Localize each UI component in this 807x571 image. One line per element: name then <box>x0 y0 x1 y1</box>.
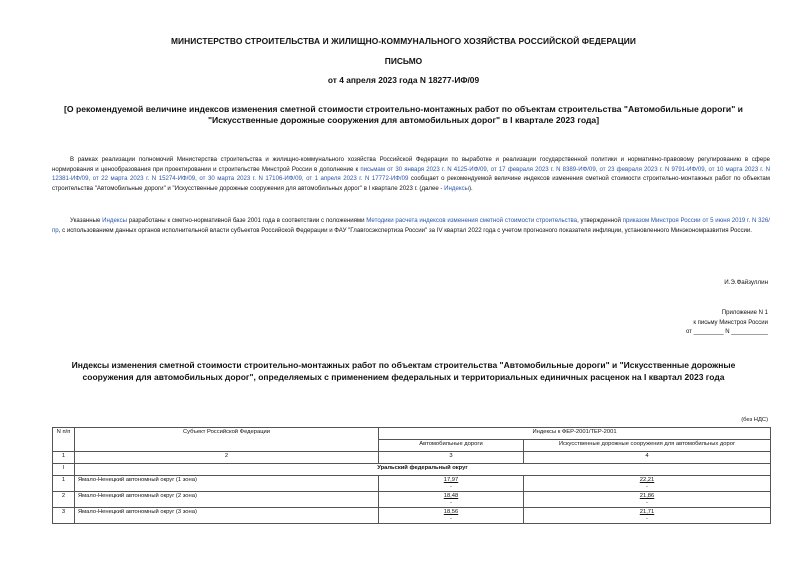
row-bridges-value <box>524 492 771 508</box>
indexes-link-2[interactable]: Индексы <box>102 217 128 224</box>
index-table <box>52 427 771 524</box>
row-subject: Ямало-Ненецкий автономный округ (2 зона) <box>75 492 379 508</box>
paragraph-1-text-a: В рамках реализации полномочий Министерства строительства и жилищно-коммунального хозяйства Российской Федерации по выработке и реализации государственной политики и нормативно-правовому регулированию в сфере нормирования и ценообразования при проектировании и строительстве Минстрой России в дополнение к <box>52 156 770 173</box>
bridges-value: 21,71 <box>639 509 655 515</box>
appendix-line-3: от _________ N ___________ <box>685 329 768 335</box>
bridges-value: 22,21 <box>639 477 655 483</box>
paragraph-2-text-a: Указанные <box>70 217 103 224</box>
document-type: ПИСЬМО <box>384 56 423 66</box>
document-date-number: от 4 апреля 2023 года N 18277-ИФ/09 <box>327 75 480 85</box>
row-subject: Ямало-Ненецкий автономный округ (1 зона) <box>75 476 379 492</box>
order-link[interactable]: приказом Минстроя России от 5 июня 2019 г. N 326/пр <box>52 217 770 234</box>
paragraph-2-text-d: , с использованием данных органов исполнительной власти субъектов Российской Федерации и ФАУ "Главгосэкспертиза России" за IV квартал 2022 года с учетом прогнозного показателя инфляции, установленного Минэкономразвития России. <box>58 226 752 234</box>
table-row <box>53 508 771 524</box>
methodology-link[interactable]: Методики расчета индексов изменения сметной стоимости строительства <box>366 217 578 224</box>
bridges-value: 21,86 <box>639 493 655 499</box>
roads-value: 18,48 <box>443 493 459 499</box>
row-subject: Ямало-Ненецкий автономный округ (3 зона) <box>75 508 379 524</box>
colnum-4: 4 <box>524 452 771 464</box>
paragraph-2 <box>52 216 770 235</box>
colnum-2: 2 <box>75 452 379 464</box>
roads-dash: - <box>450 516 452 522</box>
table-row <box>53 476 771 492</box>
ministry-heading: МИНИСТЕРСТВО СТРОИТЕЛЬСТВА И ЖИЛИЩНО-КОММУНАЛЬНОГО ХОЗЯЙСТВА РОССИЙСКОЙ ФЕДЕРАЦИИ <box>170 36 637 46</box>
paragraph-1 <box>52 155 770 193</box>
roads-value: 17,97 <box>443 477 459 483</box>
paragraph-1-text-c: ). <box>469 184 473 192</box>
document-subject: [О рекомендуемой величине индексов изменения сметной стоимости строительно-монтажных работ по объектам строительства "Автомобильные дороги" и "Искусственные дорожные сооружения для автомобильных дорог" в I квартале 2023 года] <box>64 104 743 125</box>
bridges-dash: - <box>646 500 648 506</box>
paragraph-2-text-c: , утвержденной <box>577 217 623 224</box>
vat-note: (без НДС) <box>741 417 768 423</box>
appendix-line-2: к письму Минстроя России <box>693 319 768 326</box>
row-roads-value <box>379 492 524 508</box>
row-number: 3 <box>53 508 75 524</box>
bridges-dash: - <box>646 516 648 522</box>
row-bridges-value <box>524 476 771 492</box>
row-bridges-value <box>524 508 771 524</box>
table-title: Индексы изменения сметной стоимости строительно-монтажных работ по объектам строительства "Автомобильные дороги" и "Искусственные дорожные сооружения для автомобильных дорог", определяемых с применением федеральных и территориальных единичных расценок на I квартал 2023 года <box>71 360 736 382</box>
table-column-numbers <box>53 452 771 464</box>
header-bridges: Искусственные дорожные сооружения для автомобильных дорог <box>524 440 771 452</box>
row-roads-value <box>379 476 524 492</box>
appendix-block <box>600 309 768 338</box>
colnum-3: 3 <box>379 452 524 464</box>
paragraph-1-text-b: сообщает о рекомендуемой величине индексов изменения сметной стоимости строительно-монтажных работ по объектам строительства "Автомобильные дороги" и "Искусственные дорожные сооружения для автомобильных дорог" в I квартале 2023 г. (далее - <box>52 175 770 192</box>
letters-link[interactable]: письмам от 30 января 2023 г. N 4125-ИФ/09, от 17 февраля 2023 г. N 8389-ИФ/09, от 23 февраля 2023 г. N 9791-ИФ/09, от 10 марта 2023 г. N 12381-ИФ/09, от 22 марта 2023 г. N 15274-ИФ/09, от 30 марта 2023 г. N 17106-ИФ/09, от 1 апреля 2023 г. N 17772-ИФ/09 <box>52 165 770 182</box>
table-row <box>53 492 771 508</box>
header-roads: Автомобильные дороги <box>379 440 524 452</box>
row-roads-value <box>379 508 524 524</box>
header-number: N п/п <box>53 428 75 452</box>
colnum-1: 1 <box>53 452 75 464</box>
roads-dash: - <box>450 484 452 490</box>
roads-dash: - <box>450 500 452 506</box>
section-number: I <box>53 464 75 476</box>
paragraph-2-text-b: разработаны к сметно-нормативной базе 2001 года в соответствии с положениями <box>127 217 367 224</box>
indexes-link[interactable]: Индексы <box>444 184 470 192</box>
roads-value: 18,56 <box>443 509 459 515</box>
row-number: 2 <box>53 492 75 508</box>
table-section-row <box>53 464 771 476</box>
appendix-line-1: Приложение N 1 <box>721 310 768 316</box>
section-name: Уральский федеральный округ <box>75 464 771 476</box>
row-number: 1 <box>53 476 75 492</box>
table-header-row <box>53 428 771 440</box>
signer-name: И.Э.Файзуллин <box>724 279 768 286</box>
header-index: Индексы к ФЕР-2001/ТЕР-2001 <box>379 428 771 440</box>
header-subject: Субъект Российской Федерации <box>75 428 379 452</box>
bridges-dash: - <box>646 484 648 490</box>
